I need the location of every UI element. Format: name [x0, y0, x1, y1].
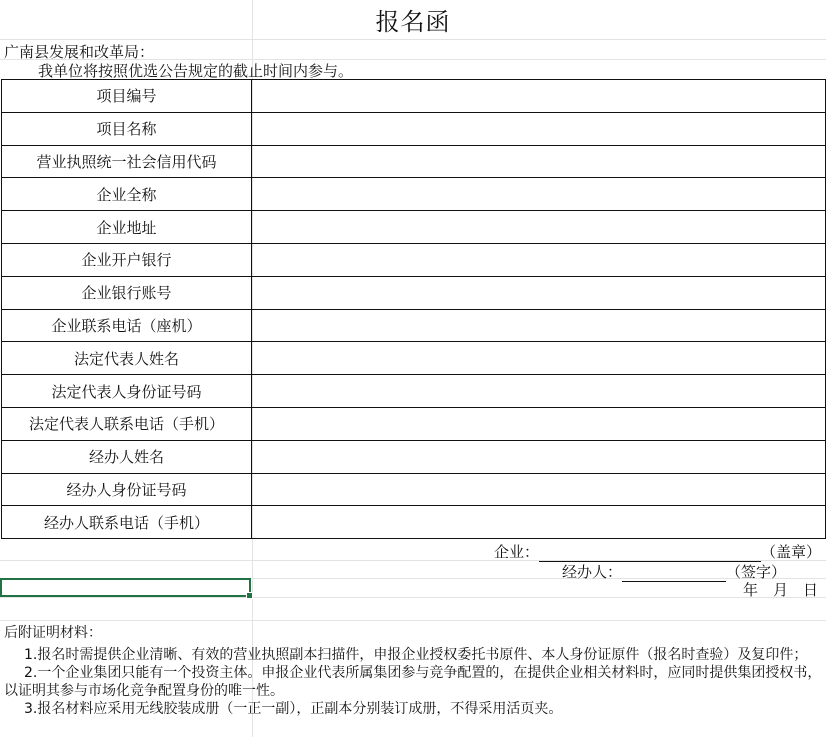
page-title: 报名函: [375, 8, 451, 36]
note-item: 2.一个企业集团只能有一个投资主体。申报企业代表所属集团参与竞争配置的，在提供企业相关材料时，应同时提供集团授权书，以证明其参与市场化竞争配置身份的唯一性。: [4, 665, 822, 699]
form-row-value-cell[interactable]: [252, 243, 826, 276]
form-row-label: 企业联系电话（座机）: [2, 309, 252, 342]
gridline: [0, 620, 826, 621]
note-item: 1.报名时需提供企业清晰、有效的营业执照副本扫描件，申报企业授权委托书原件、本人身份证原件（报名时查验）及复印件；: [24, 647, 808, 663]
gridline: [0, 597, 826, 598]
company-underline[interactable]: [539, 543, 761, 562]
agent-label: 经办人：: [562, 563, 623, 581]
form-row-value-cell[interactable]: [252, 276, 826, 309]
form-row-value-cell[interactable]: [252, 440, 826, 473]
form-row-label: 法定代表人姓名: [2, 342, 252, 375]
form-row-label: 经办人姓名: [2, 440, 252, 473]
form-row: [2, 309, 826, 342]
form-row: [2, 145, 826, 178]
agent-underline[interactable]: [622, 563, 726, 582]
form-row-label: 经办人联系电话（手机）: [2, 506, 252, 539]
form-row-value-cell[interactable]: [252, 80, 826, 113]
form-row-label: 企业地址: [2, 211, 252, 244]
form-row-value-cell[interactable]: [252, 178, 826, 211]
notes-section: [4, 624, 822, 718]
company-label: 企业：: [494, 543, 540, 561]
form-row-label: 项目名称: [2, 112, 252, 145]
form-row-value-cell[interactable]: [252, 375, 826, 408]
form-row-label: 企业银行账号: [2, 276, 252, 309]
sign-note: （签字）: [726, 563, 787, 581]
form-row: [2, 243, 826, 276]
form-row-label: 法定代表人联系电话（手机）: [2, 407, 252, 440]
note-item: 3.报名材料应采用无线胶装成册（一正一副），正副本分别装订成册，不得采用活页夹。: [24, 701, 563, 717]
form-row-label: 企业开户银行: [2, 243, 252, 276]
form-row: [2, 407, 826, 440]
form-row-label: 营业执照统一社会信用代码: [2, 145, 252, 178]
form-row: [2, 276, 826, 309]
form-row: [2, 112, 826, 145]
form-row: [2, 375, 826, 408]
seal-note: （盖章）: [761, 543, 822, 561]
form-row-value-cell[interactable]: [252, 112, 826, 145]
addressee-text: 广南县发展和改革局：: [4, 43, 155, 61]
form-row-value-cell[interactable]: [252, 309, 826, 342]
form-row: [2, 506, 826, 539]
form-row: [2, 178, 826, 211]
company-signature-line: [494, 541, 821, 562]
form-row-value-cell[interactable]: [252, 407, 826, 440]
form-row-label: 项目编号: [2, 80, 252, 113]
form-row: [2, 473, 826, 506]
gridline: [0, 39, 826, 40]
selected-cell[interactable]: [0, 578, 251, 597]
form-row: [2, 440, 826, 473]
form-row-value-cell[interactable]: [252, 506, 826, 539]
form-row-label: 企业全称: [2, 178, 252, 211]
fill-handle[interactable]: [246, 592, 253, 599]
form-row: [2, 342, 826, 375]
form-row-value-cell[interactable]: [252, 211, 826, 244]
form-row-label: 法定代表人身份证号码: [2, 375, 252, 408]
date-line: 年 月 日: [743, 581, 819, 599]
form-row: [2, 211, 826, 244]
form-row: [2, 80, 826, 113]
form-row-value-cell[interactable]: [252, 342, 826, 375]
notes-heading: 后附证明材料：: [4, 625, 102, 641]
form-row-label: 经办人身份证号码: [2, 473, 252, 506]
registration-form-table: [1, 79, 826, 539]
form-row-value-cell[interactable]: [252, 473, 826, 506]
form-row-value-cell[interactable]: [252, 145, 826, 178]
statement-text: 我单位将按照优选公告规定的截止时间内参与。: [38, 62, 354, 80]
